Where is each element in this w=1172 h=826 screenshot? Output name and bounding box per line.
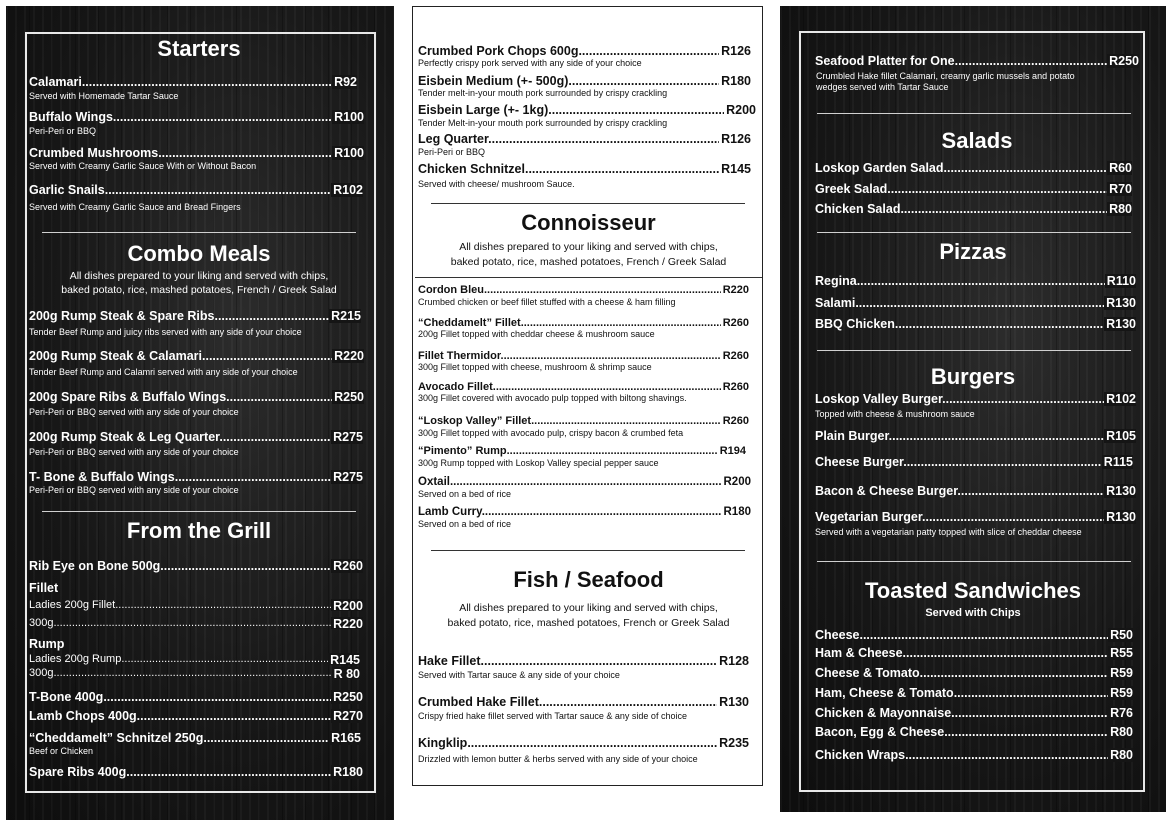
menu-item-buffalo-wings: Buffalo Wings ..... R100 — [29, 110, 364, 124]
menu-item-crumbed-pork-chops: Crumbed Pork Chops 600g ..... R126 — [418, 44, 751, 58]
menu-item-chicken-wraps: Chicken Wraps ..... R80 — [815, 748, 1133, 762]
menu-item-fillet-ladies: Ladies 200g Fillet ..... R200 — [29, 599, 363, 611]
menu-item-lamb-chops: Lamb Chops 400g ..... R270 — [29, 709, 363, 723]
toasted-subtitle: Served with Chips — [925, 607, 1021, 619]
item-desc: Served with Creamy Garlic Sauce With or Without Bacon — [29, 161, 257, 171]
menu-item-salami: Salami ..... R130 — [815, 296, 1136, 310]
item-desc: Topped with cheese & mushroom sauce — [815, 409, 975, 419]
menu-item-plain-burger: Plain Burger ..... R105 — [815, 429, 1136, 443]
menu-item-garlic-snails: Garlic Snails ..... R102 — [29, 183, 363, 197]
menu-item-chicken-salad: Chicken Salad ..... R80 — [815, 202, 1132, 216]
menu-item-loskop-valley-fillet: “Loskop Valley” Fillet ..... R260 — [418, 415, 749, 427]
menu-item-crumbed-mushrooms: Crumbed Mushrooms ..... R100 — [29, 146, 364, 160]
item-desc: 300g Rump topped with Loskop Valley special pepper sauce — [418, 458, 659, 468]
menu-item-oxtail: Oxtail ..... R200 — [418, 476, 751, 488]
grill-title: From the Grill — [126, 518, 272, 543]
toasted-sandwiches-title: Toasted Sandwiches — [865, 578, 1081, 603]
combo-meals-title: Combo Meals — [127, 241, 271, 266]
item-desc: Served with Tartar sauce & any side of your choice — [418, 670, 620, 680]
item-desc: Peri-Peri or BBQ served with any side of your choice — [29, 407, 239, 417]
item-desc: Served on a bed of rice — [418, 489, 512, 499]
menu-item-bacon-egg-cheese: Bacon, Egg & Cheese ..... R80 — [815, 725, 1133, 739]
fish-note-line1: All dishes prepared to your liking and served with chips, — [459, 602, 718, 614]
section-divider — [817, 113, 1131, 114]
menu-item-avocado-fillet: Avocado Fillet ..... R260 — [418, 381, 749, 393]
menu-item-regina: Regina ..... R110 — [815, 274, 1136, 288]
pizzas-title: Pizzas — [939, 239, 1007, 264]
menu-item-rib-eye: Rib Eye on Bone 500g ..... R260 — [29, 559, 363, 573]
menu-item-loskop-garden-salad: Loskop Garden Salad ..... R60 — [815, 161, 1132, 175]
section-divider — [817, 232, 1131, 233]
menu-item-fillet-300: 300g ..... R220 — [29, 617, 363, 629]
rump-heading: Rump — [29, 637, 65, 651]
item-desc: Served with a vegetarian patty topped with slice of cheddar cheese — [815, 527, 1082, 537]
item-desc: Tender Beef Rump and juicy ribs served with any side of your choice — [29, 327, 302, 337]
section-divider — [42, 232, 356, 233]
item-desc: 300g Fillet topped with avocado pulp, crispy bacon & crumbed feta — [418, 428, 684, 438]
item-desc: 300g Fillet topped with cheese, mushroom & shrimp sauce — [418, 362, 652, 372]
menu-item-rump-spare-ribs: 200g Rump Steak & Spare Ribs ..... R215 — [29, 309, 361, 323]
menu-item-cordon-bleu: Cordon Bleu ..... R220 — [418, 284, 749, 296]
menu-item-rump-ladies: Ladies 200g Rump ..... R145 — [29, 653, 360, 665]
menu-item-rump-leg-quarter: 200g Rump Steak & Leg Quarter ..... R275 — [29, 430, 363, 444]
combo-note-line1: All dishes prepared to your liking and served with chips, — [69, 270, 329, 282]
item-desc: Served with Creamy Garlic Sauce and Bread Fingers — [29, 202, 241, 212]
menu-item-seafood-platter: Seafood Platter for One ..... R250 — [815, 54, 1139, 68]
menu-item-greek-salad: Greek Salad ..... R70 — [815, 182, 1132, 196]
item-desc: Tender melt-in-your mouth pork surrounded by crispy crackling — [418, 88, 668, 98]
menu-item-fillet-thermidor: Fillet Thermidor ..... R260 — [418, 350, 749, 362]
menu-item-rump-300: 300g ..... R 80 — [29, 667, 360, 679]
menu-item-cheese-tomato: Cheese & Tomato ..... R59 — [815, 666, 1133, 680]
item-desc: Crispy fried hake fillet served with Tartar sauce & any side of choice — [418, 711, 687, 721]
menu-item-cheddamelt-schnitzel: “Cheddamelt” Schnitzel 250g ..... R165 — [29, 731, 361, 745]
menu-item-cheddamelt-fillet: “Cheddamelt” Fillet ..... R260 — [418, 317, 749, 329]
item-desc: Peri-Peri or BBQ served with any side of your choice — [29, 485, 239, 495]
connoisseur-note-line1: All dishes prepared to your liking and served with chips, — [459, 241, 718, 253]
item-desc: Served on a bed of rice — [418, 519, 512, 529]
section-divider — [42, 511, 356, 512]
menu-item-eisbein-large: Eisbein Large (+- 1kg) ..... R200 — [418, 103, 756, 117]
menu-item-kingklip: Kingklip ..... R235 — [418, 736, 749, 750]
item-desc: Tender Beef Rump and Calamri served with any side of your choice — [29, 367, 298, 377]
right-menu-panel — [780, 6, 1166, 812]
menu-item-leg-quarter: Leg Quarter ..... R126 — [418, 132, 751, 146]
fillet-heading: Fillet — [29, 581, 59, 595]
menu-item-loskop-valley-burger: Loskop Valley Burger ..... R102 — [815, 392, 1136, 406]
item-desc: Peri-Peri or BBQ — [418, 147, 486, 157]
menu-item-chicken-mayonnaise: Chicken & Mayonnaise ..... R76 — [815, 706, 1133, 720]
starters-title: Starters — [157, 36, 241, 61]
menu-item-tbone-buffalo: T- Bone & Buffalo Wings ..... R275 — [29, 470, 363, 484]
fish-note-line2: baked potato, rice, mashed potatoes, French or Greek Salad — [447, 617, 730, 629]
menu-item-vegetarian-burger: Vegetarian Burger ..... R130 — [815, 510, 1136, 524]
item-desc: Crumbed chicken or beef fillet stuffed with a cheese & ham filling — [418, 297, 676, 307]
menu-item-rump-calamari: 200g Rump Steak & Calamari ..... R220 — [29, 349, 364, 363]
item-desc: wedges served with Tartar Sauce — [816, 82, 949, 92]
menu-item-lamb-curry: Lamb Curry ..... R180 — [418, 506, 751, 518]
menu-item-ham-cheese-tomato: Ham, Cheese & Tomato ..... R59 — [815, 686, 1133, 700]
item-desc: Served with Homemade Tartar Sauce — [29, 91, 179, 101]
menu-item-bbq-chicken: BBQ Chicken ..... R130 — [815, 317, 1136, 331]
item-desc: Served with cheese/ mushroom Sauce. — [418, 179, 575, 189]
item-desc: Tender Melt-in-your mouth pork surrounded by crispy crackling — [418, 118, 668, 128]
section-divider — [415, 277, 762, 278]
burgers-title: Burgers — [930, 364, 1016, 389]
menu-item-pimento-rump: “Pimento” Rump ..... R194 — [418, 445, 746, 457]
fish-seafood-title: Fish / Seafood — [513, 567, 664, 592]
item-desc: Beef or Chicken — [29, 746, 94, 756]
menu-item-tbone: T-Bone 400g ..... R250 — [29, 690, 363, 704]
menu-item-bacon-cheese-burger: Bacon & Cheese Burger ..... R130 — [815, 484, 1136, 498]
menu-item-hake-fillet: Hake Fillet ..... R128 — [418, 654, 749, 668]
combo-note-line2: baked potato, rice, mashed potatoes, French / Greek Salad — [61, 284, 337, 296]
menu-item-cheese-toastie: Cheese ..... R50 — [815, 628, 1133, 642]
item-desc: Perfectly crispy pork served with any side of your choice — [418, 58, 642, 68]
connoisseur-title: Connoisseur — [521, 210, 656, 235]
item-desc: Drizzled with lemon butter & herbs served with any side of your choice — [418, 754, 698, 764]
item-desc: Peri-Peri or BBQ — [29, 126, 97, 136]
item-desc: Crumbled Hake fillet Calamari, creamy garlic mussels and potato — [816, 71, 1075, 81]
menu-item-calamari: Calamari ..... R92 — [29, 75, 357, 89]
menu-item-spare-ribs-buffalo: 200g Spare Ribs & Buffalo Wings ..... R250 — [29, 390, 364, 404]
left-menu-panel — [6, 6, 394, 820]
middle-menu-panel — [412, 6, 763, 786]
item-desc: 300g Fillet covered with avocado pulp topped with biltong shavings. — [418, 393, 687, 403]
menu-item-ham-cheese: Ham & Cheese ..... R55 — [815, 646, 1133, 660]
connoisseur-note-line2: baked potato, rice, mashed potatoes, French / Greek Salad — [450, 256, 727, 268]
item-desc: Peri-Peri or BBQ served with any side of your choice — [29, 447, 239, 457]
menu-item-eisbein-medium: Eisbein Medium (+- 500g) ..... R180 — [418, 74, 751, 88]
salads-title: Salads — [941, 128, 1013, 153]
section-divider — [431, 203, 745, 204]
menu-item-chicken-schnitzel: Chicken Schnitzel ..... R145 — [418, 162, 751, 176]
item-desc: 200g Fillet topped with cheddar cheese & mushroom sauce — [418, 329, 655, 339]
section-divider — [431, 550, 745, 551]
section-divider — [817, 561, 1131, 562]
menu-item-cheese-burger: Cheese Burger ..... R115 — [815, 455, 1133, 469]
menu-item-spare-ribs: Spare Ribs 400g ..... R180 — [29, 765, 363, 779]
section-divider — [817, 350, 1131, 351]
menu-item-crumbed-hake-fillet: Crumbed Hake Fillet ..... R130 — [418, 695, 749, 709]
